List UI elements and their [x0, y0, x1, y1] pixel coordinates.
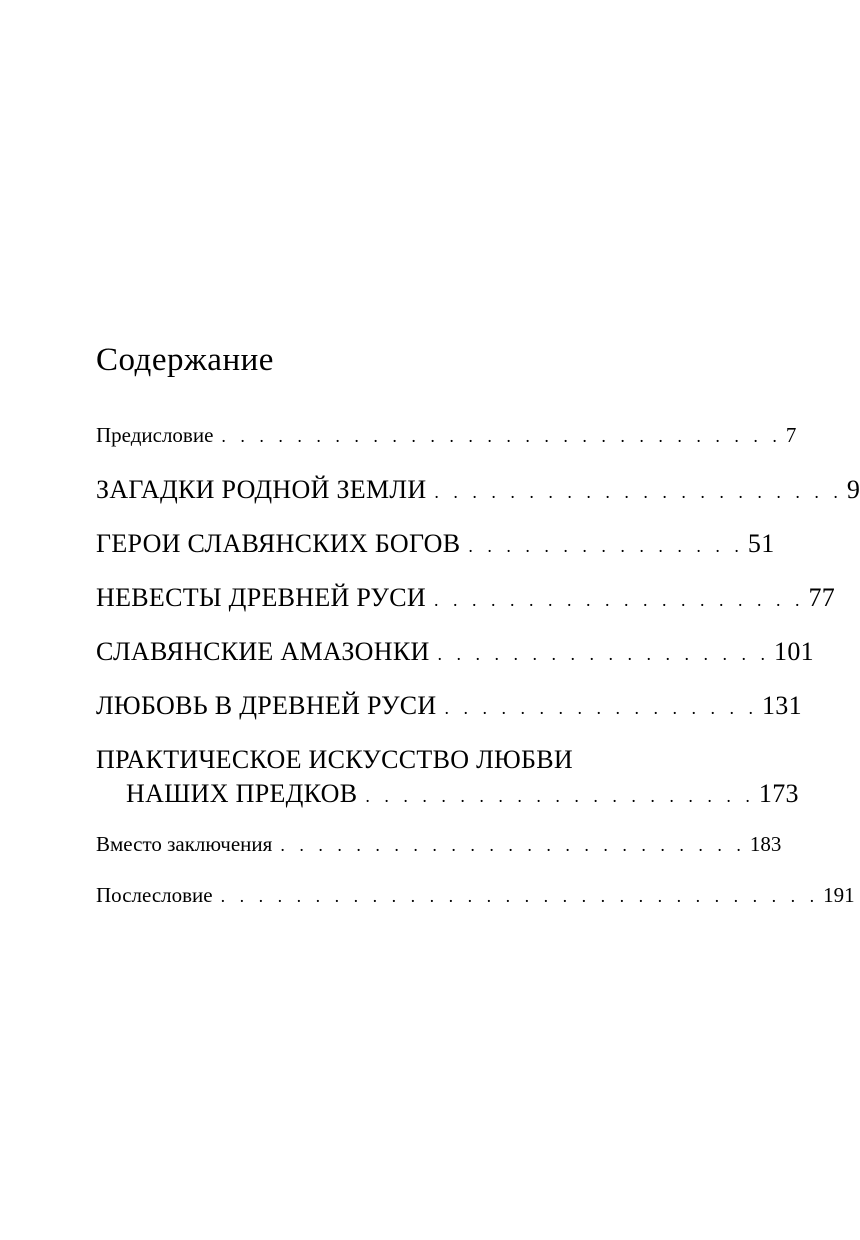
toc-entry-afterword [96, 880, 855, 911]
toc-leader-dots: . . . . . . . . . . . . . . . . . . . . . . . . . [280, 835, 746, 855]
toc-entry-title: ГЕРОИ СЛАВЯНСКИХ БОГОВ [96, 529, 461, 558]
toc-page-number: 173 [758, 779, 799, 808]
toc-entry-title: ЛЮБОВЬ В ДРЕВНЕЙ РУСИ [96, 691, 437, 720]
toc-entry-title-line-1: ПРАКТИЧЕСКОЕ ИСКУССТВО ЛЮБВИ [96, 745, 573, 774]
toc-entry-title: ЗАГАДКИ РОДНОЙ ЗЕМЛИ [96, 475, 427, 504]
toc-page-number: 51 [747, 529, 775, 558]
toc-leader-dots: . . . . . . . . . . . . . . . [468, 536, 744, 556]
toc-leader-dots: . . . . . . . . . . . . . . . . . . . . [433, 590, 805, 610]
toc-page-number: 183 [749, 832, 782, 856]
toc-leader-dots: . . . . . . . . . . . . . . . . . . [437, 644, 771, 664]
toc-entry-title: НЕВЕСТЫ ДРЕВНЕЙ РУСИ [96, 583, 426, 612]
toc-entry-preface [96, 420, 797, 451]
toc-entry-conclusion [96, 829, 782, 860]
toc-page-number: 77 [808, 583, 836, 612]
toc-leader-dots: . . . . . . . . . . . . . . . . . [444, 698, 758, 718]
toc-page-number: 131 [762, 691, 802, 720]
toc-entry-chapter-4 [96, 635, 814, 671]
toc-leader-dots: . . . . . . . . . . . . . . . . . . . . . . . . . . . . . . [221, 426, 782, 446]
toc-entry-title: Послесловие [96, 883, 213, 907]
toc-entry-title: СЛАВЯНСКИЕ АМАЗОНКИ [96, 637, 430, 666]
toc-entry-chapter-1 [96, 473, 860, 509]
toc-heading: Содержание [96, 342, 274, 378]
toc-list [96, 420, 860, 911]
toc-page-number: 9 [846, 475, 860, 504]
toc-entry-title: Вместо заключения [96, 832, 273, 856]
toc-entry-chapter-6 [96, 743, 799, 813]
toc-entry-chapter-5 [96, 689, 802, 725]
toc-entry-title: Предисловие [96, 423, 214, 447]
toc-page-number: 7 [785, 423, 797, 447]
toc-page-number: 101 [774, 637, 814, 666]
toc-page-number: 191 [823, 883, 855, 907]
toc-leader-dots: . . . . . . . . . . . . . . . . . . . . . . . . . . . . . . . . [220, 886, 820, 906]
toc-entry-title-line-2: НАШИХ ПРЕДКОВ [126, 779, 358, 808]
toc-leader-dots: . . . . . . . . . . . . . . . . . . . . . . [434, 482, 843, 502]
toc-entry-chapter-2 [96, 527, 775, 563]
table-of-contents [96, 340, 860, 911]
toc-entry-chapter-3 [96, 581, 836, 617]
toc-leader-dots: . . . . . . . . . . . . . . . . . . . . . [365, 786, 755, 806]
